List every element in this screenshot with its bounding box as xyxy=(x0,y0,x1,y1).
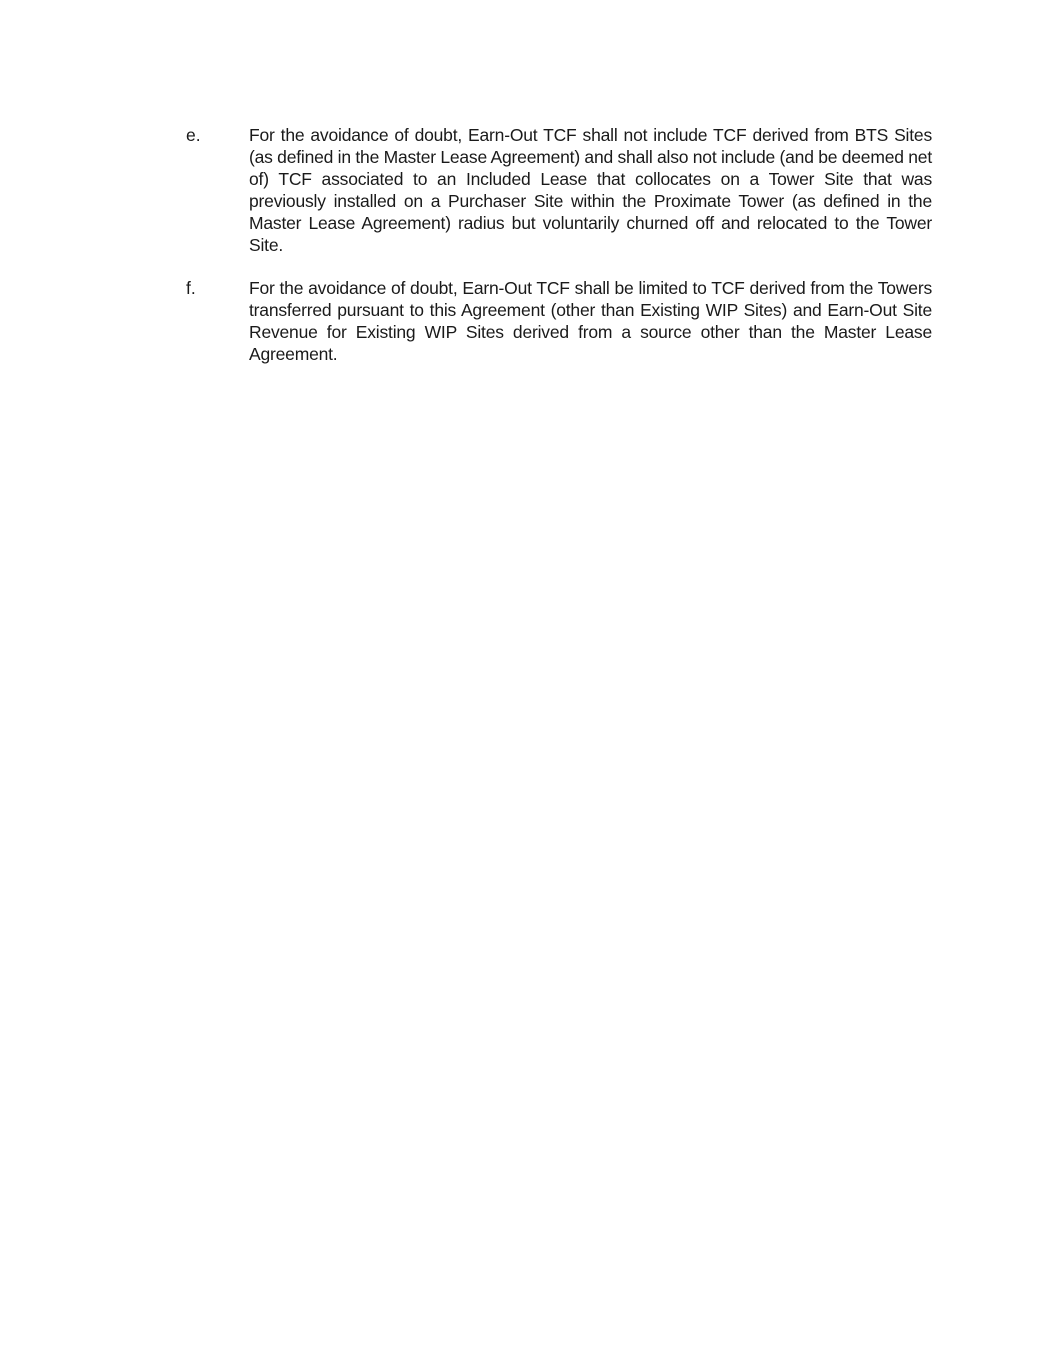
clause-text: For the avoidance of doubt, Earn-Out TCF shall not include TCF derived from BTS Sites (as defined in the Master Lease Agreement) and shall also not include (and be deemed net of) TCF associated to an Included Lease that collocates on a Tower Site that was previously installed on a Purchaser Site within the Proximate Tower (as defined in the Master Lease Agreement) radius but voluntarily churned off and relocated to the Tower Site. xyxy=(249,125,932,255)
clause-text: For the avoidance of doubt, Earn-Out TCF shall be limited to TCF derived from the Towers transferred pursuant to this Agreement (other than Existing WIP Sites) and Earn-Out Site Revenue for Existing WIP Sites derived from a source other than the Master Lease Agreement. xyxy=(249,278,932,364)
clause-marker: e. xyxy=(186,125,201,145)
clause-marker: f. xyxy=(186,278,196,298)
